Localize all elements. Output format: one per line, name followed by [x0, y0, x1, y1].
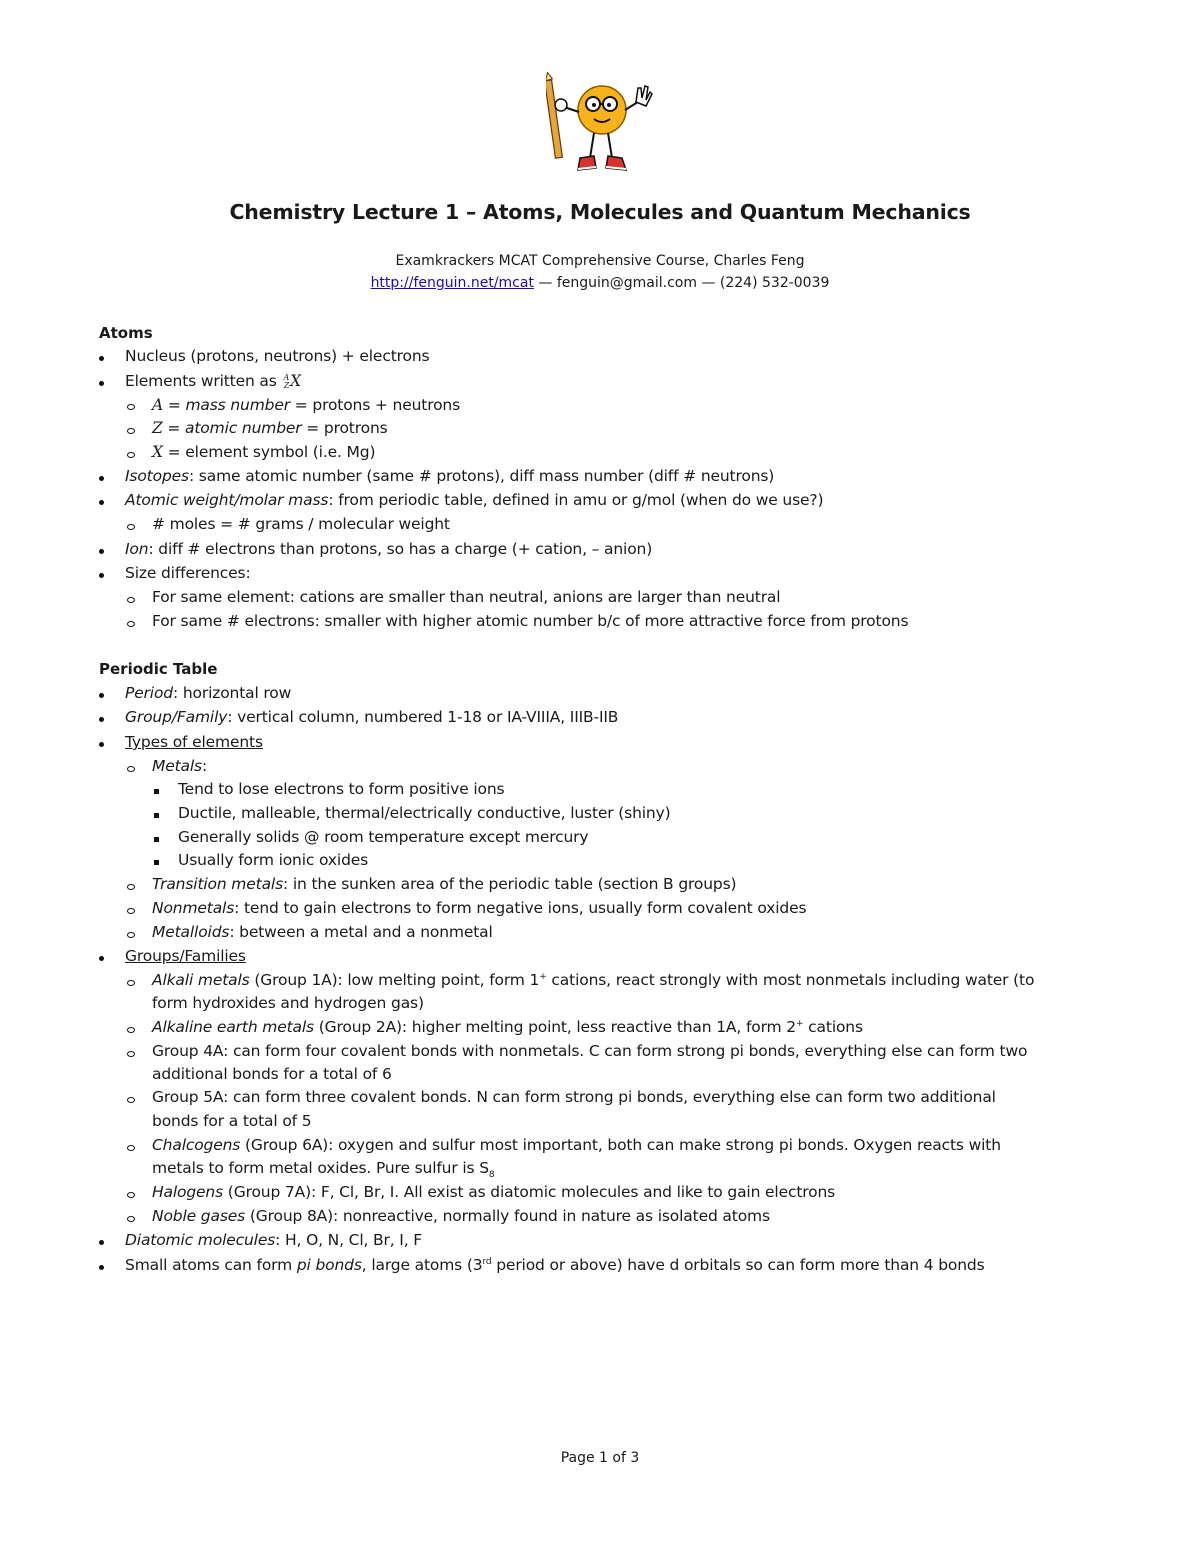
list-item: Usually form ionic oxides [178, 851, 369, 869]
list-item: Ductile, malleable, thermal/electrically conductive, luster (shiny) [178, 804, 671, 822]
list-item: Groups/Families [125, 947, 246, 965]
list-item: For same element: cations are smaller than neutral, anions are larger than neutral [152, 588, 781, 606]
list-item: Alkali metals (Group 1A): low melting point, form 1+ cations, react strongly with most nonmetals including water (to [152, 971, 1035, 989]
list-item: Chalcogens (Group 6A): oxygen and sulfur most important, both can make strong pi bonds. Oxygen reacts with [152, 1136, 1001, 1154]
pencil-icon [546, 72, 562, 158]
bullet-icon [127, 908, 135, 914]
bullet-icon [99, 956, 104, 961]
bullet-icon [154, 789, 159, 794]
list-item: Group 5A: can form three covalent bonds. N can form strong pi bonds, everything else can form two additional [152, 1088, 996, 1106]
bullet-icon [127, 621, 135, 627]
bullet-icon [99, 742, 104, 747]
list-item: Period: horizontal row [125, 684, 292, 702]
list-item: A = mass number = protons + neutrons [152, 396, 461, 414]
bullet-icon [127, 1216, 135, 1222]
bullet-icon [127, 1051, 135, 1057]
bullet-icon [127, 1027, 135, 1033]
list-item: # moles = # grams / molecular weight [152, 515, 450, 533]
bullet-icon [99, 549, 104, 554]
document-subtitle: Examkrackers MCAT Comprehensive Course, Charles Feng [395, 253, 805, 269]
bullet-icon [154, 837, 159, 842]
list-item: Metalloids: between a metal and a nonmetal [152, 923, 493, 941]
list-item: Noble gases (Group 8A): nonreactive, normally found in nature as isolated atoms [152, 1207, 770, 1225]
list-item: Z = atomic number = protrons [152, 419, 388, 437]
bullet-icon [127, 428, 135, 434]
bullet-icon [99, 717, 104, 722]
list-item: Atomic weight/molar mass: from periodic table, defined in amu or g/mol (when do we use?) [125, 491, 824, 509]
bullet-icon [154, 860, 159, 865]
mascot-illustration [546, 72, 654, 180]
bullet-icon [127, 452, 135, 458]
website-link[interactable]: http://fenguin.net/mcat [370, 275, 534, 291]
bullet-icon [99, 356, 104, 361]
list-item: Isotopes: same atomic number (same # protons), diff mass number (diff # neutrons) [125, 467, 775, 485]
bullet-icon [127, 766, 135, 772]
list-item: Elements written as A ZX [125, 372, 302, 390]
bullet-icon [99, 693, 104, 698]
list-item: Small atoms can form pi bonds, large atoms (3rd period or above) have d orbitals so can form more than 4 bonds [125, 1256, 985, 1274]
bullet-icon [99, 381, 104, 386]
list-item: Group/Family: vertical column, numbered 1-18 or IA-VIIIA, IIIB-IIB [125, 708, 619, 726]
bullet-icon [99, 1240, 104, 1245]
list-item: X = element symbol (i.e. Mg) [152, 443, 376, 461]
bullet-icon [127, 524, 135, 530]
list-item: Metals: [152, 757, 208, 775]
list-item: Tend to lose electrons to form positive ions [178, 780, 505, 798]
list-item-continuation: bonds for a total of 5 [152, 1112, 312, 1130]
list-item: For same # electrons: smaller with higher atomic number b/c of more attractive force from protons [152, 612, 909, 630]
bullet-icon [127, 597, 135, 603]
bullet-icon [154, 813, 159, 818]
list-item: Diatomic molecules: H, O, N, Cl, Br, I, F [125, 1231, 423, 1249]
bullet-icon [99, 500, 104, 505]
bullet-icon [127, 884, 135, 890]
bullet-icon [127, 980, 135, 986]
list-item: Nonmetals: tend to gain electrons to form negative ions, usually form covalent oxides [152, 899, 807, 917]
bullet-icon [127, 932, 135, 938]
list-item: Generally solids @ room temperature except mercury [178, 828, 589, 846]
list-item: Types of elements [125, 733, 263, 751]
list-item: Halogens (Group 7A): F, Cl, Br, I. All exist as diatomic molecules and like to gain electrons [152, 1183, 836, 1201]
bullet-icon [127, 1097, 135, 1103]
bullet-icon [127, 1145, 135, 1151]
list-item-continuation: additional bonds for a total of 6 [152, 1065, 392, 1083]
contact-details: — fenguin@gmail.com — (224) 532-0039 [533, 275, 830, 291]
contact-line [0, 275, 1200, 291]
list-item: Alkaline earth metals (Group 2A): higher melting point, less reactive than 1A, form 2+ cations [152, 1018, 863, 1036]
list-item-continuation: metals to form metal oxides. Pure sulfur is $S_8$ [152, 1159, 495, 1181]
list-item: Group 4A: can form four covalent bonds with nonmetals. C can form strong pi bonds, everything else can form two [152, 1042, 1028, 1060]
section-heading-atoms: Atoms [99, 324, 153, 342]
list-item: Transition metals: in the sunken area of the periodic table (section B groups) [152, 875, 737, 893]
list-item: Ion: diff # electrons than protons, so has a charge (+ cation, – anion) [125, 540, 653, 558]
bullet-icon [99, 476, 104, 481]
bullet-icon [99, 573, 104, 578]
bullet-icon [127, 1192, 135, 1198]
list-item: Nucleus (protons, neutrons) + electrons [125, 347, 430, 365]
document-title: Chemistry Lecture 1 – Atoms, Molecules and Quantum Mechanics [229, 200, 971, 224]
bullet-icon [99, 1265, 104, 1270]
bullet-icon [127, 404, 135, 410]
list-item-continuation: form hydroxides and hydrogen gas) [152, 994, 424, 1012]
list-item: Size differences: [125, 564, 251, 582]
page-number: Page 1 of 3 [560, 1450, 640, 1466]
nuclide-notation: A Z [283, 372, 290, 390]
section-heading-periodic-table: Periodic Table [99, 660, 218, 678]
